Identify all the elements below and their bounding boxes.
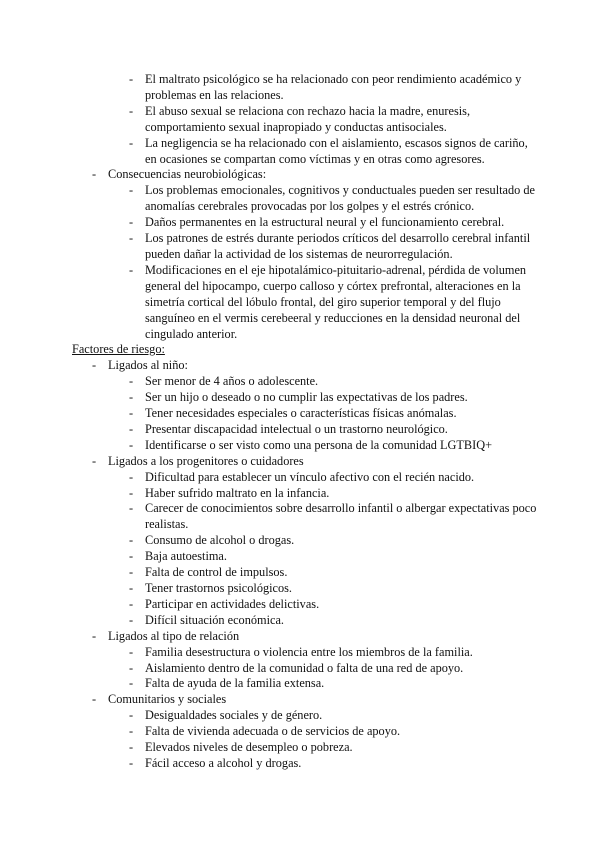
list-item [72, 597, 540, 613]
list-item [72, 406, 540, 422]
bullet-dash: - [129, 72, 134, 86]
item-text: Tener trastornos psicológicos. [145, 581, 293, 595]
bullet-dash: - [92, 692, 97, 707]
bullet-dash: - [129, 596, 134, 611]
list-item [72, 422, 540, 438]
bullet-dash: - [92, 628, 97, 643]
bullet-dash: - [92, 453, 97, 468]
bullet-dash: - [129, 469, 134, 484]
item-text: Participar en actividades delictivas. [145, 596, 320, 611]
bullet-dash: - [129, 549, 134, 564]
bullet-dash: - [129, 374, 134, 389]
bullet-dash: - [129, 660, 134, 675]
item-text: Ligados al niño: [108, 358, 188, 373]
list-item [72, 581, 540, 597]
list-item [72, 549, 540, 565]
list-item [72, 708, 540, 724]
bullet-dash: - [129, 612, 134, 627]
bullet-dash: - [129, 390, 134, 405]
list-item [72, 136, 540, 168]
group-title [72, 454, 542, 470]
list-item [72, 390, 540, 406]
list-item [72, 215, 540, 231]
section-heading: Factores de riesgo: [72, 342, 165, 357]
item-text: Modificaciones en el eje hipotalámico-pituitario-adrenal, pérdida de volumen general del hipocampo, cuerpo calloso y córtex prefrontal, alteraciones en la simetría cortical del lóbulo frontal, del giro superior temporal y del flujo sanguíneo en el vermis cerebeeral y reducciones en la densidad neuronal del cingulado anterior. [145, 262, 527, 341]
bullet-dash: - [129, 215, 134, 230]
bullet-dash: - [129, 533, 134, 548]
item-text: Falta de vivienda adecuada o de servicios de apoyo. [145, 724, 401, 739]
list-item [72, 565, 540, 581]
bullet-dash: - [129, 565, 134, 580]
item-text: Tener necesidades especiales o características físicas anómalas. [145, 406, 457, 421]
item-text: Comunitarios y sociales [108, 692, 227, 707]
item-text: Elevados niveles de desempleo o pobreza. [145, 740, 353, 755]
list-item [72, 231, 540, 263]
list-item [72, 438, 540, 454]
bullet-dash: - [129, 406, 134, 421]
item-text: Familia desestructura o violencia entre los miembros de la familia. [145, 644, 473, 659]
document-page [72, 72, 542, 772]
bullet-dash: - [92, 167, 97, 182]
item-text: Ser un hijo o deseado o no cumplir las expectativas de los padres. [145, 390, 468, 405]
list-item [72, 740, 540, 756]
item-text: Ligados a los progenitores o cuidadores [108, 453, 304, 468]
bullet-dash: - [92, 358, 97, 373]
item-text: Carecer de conocimientos sobre desarrollo infantil o albergar expectativas poco realistas. [145, 501, 537, 532]
group-title [72, 629, 542, 645]
item-text: Los problemas emocionales, cognitivos y conductuales pueden ser resultado de anomalías cerebrales provocadas por los golpes y el estrés crónico. [145, 183, 535, 214]
bullet-dash: - [129, 676, 134, 691]
list-item [72, 486, 540, 502]
item-text: El abuso sexual se relaciona con rechazo hacia la madre, enuresis, comportamiento sexual inapropiado y conductas antisociales. [145, 103, 471, 134]
item-text: Ser menor de 4 años o adolescente. [145, 374, 319, 389]
list-item [72, 104, 540, 136]
group-title [72, 692, 542, 708]
list-item [72, 645, 540, 661]
list-item [72, 501, 540, 533]
bullet-dash: - [129, 581, 134, 595]
list-item [72, 661, 540, 677]
bullet-dash: - [129, 501, 134, 516]
item-text: Desigualdades sociales y de género. [145, 708, 323, 723]
bullet-dash: - [129, 644, 134, 659]
item-text: Identificarse o ser visto como una persona de la comunidad LGTBIQ+ [145, 437, 493, 452]
item-text: Difícil situación económica. [145, 612, 284, 627]
item-text: Fácil acceso a alcohol y drogas. [145, 755, 302, 770]
list-item [72, 756, 540, 772]
list-item [72, 613, 540, 629]
item-text: Daños permanentes en la estructural neural y el funcionamiento cerebral. [145, 215, 505, 230]
list-item [72, 374, 540, 390]
item-text: La negligencia se ha relacionado con el aislamiento, escasos signos de cariño, en ocasiones se compartan como víctimas y en otras como agresores. [145, 135, 528, 166]
list-item [72, 183, 540, 215]
item-text: Aislamiento dentro de la comunidad o falta de una red de apoyo. [145, 660, 464, 675]
bullet-dash: - [129, 755, 134, 770]
item-text: Dificultad para establecer un vínculo afectivo con el recién nacido. [145, 469, 475, 484]
item-text: Falta de ayuda de la familia extensa. [145, 676, 325, 691]
list-item [72, 533, 540, 549]
item-text: Presentar discapacidad intelectual o un trastorno neurológico. [145, 421, 448, 436]
bullet-dash: - [129, 231, 134, 246]
item-text: El maltrato psicológico se ha relacionado con peor rendimiento académico y problemas en las relaciones. [145, 72, 522, 102]
bullet-dash: - [129, 740, 134, 755]
list-item [72, 470, 540, 486]
bullet-dash: - [129, 708, 134, 723]
bullet-dash: - [129, 437, 134, 452]
item-text: Consecuencias neurobiológicas: [108, 167, 267, 182]
item-text: Ligados al tipo de relación [108, 628, 240, 643]
bullet-dash: - [129, 262, 134, 277]
list-item [72, 263, 540, 343]
item-text: Baja autoestima. [145, 549, 227, 564]
bullet-dash: - [129, 183, 134, 198]
section-title [72, 167, 542, 183]
item-text: Consumo de alcohol o drogas. [145, 533, 295, 548]
item-text: Los patrones de estrés durante periodos críticos del desarrollo cerebral infantil pueden dañar la actividad de los sistemas de neurorregulación. [145, 231, 531, 261]
item-text: Falta de control de impulsos. [145, 565, 288, 580]
bullet-dash: - [129, 135, 134, 150]
item-text: Haber sufrido maltrato en la infancia. [145, 485, 330, 500]
list-item [72, 72, 540, 104]
list-item [72, 724, 540, 740]
list-item [72, 676, 540, 692]
bullet-dash: - [129, 103, 134, 118]
bullet-dash: - [129, 485, 134, 500]
bullet-dash: - [129, 421, 134, 436]
bullet-dash: - [129, 724, 134, 739]
group-title [72, 358, 542, 374]
